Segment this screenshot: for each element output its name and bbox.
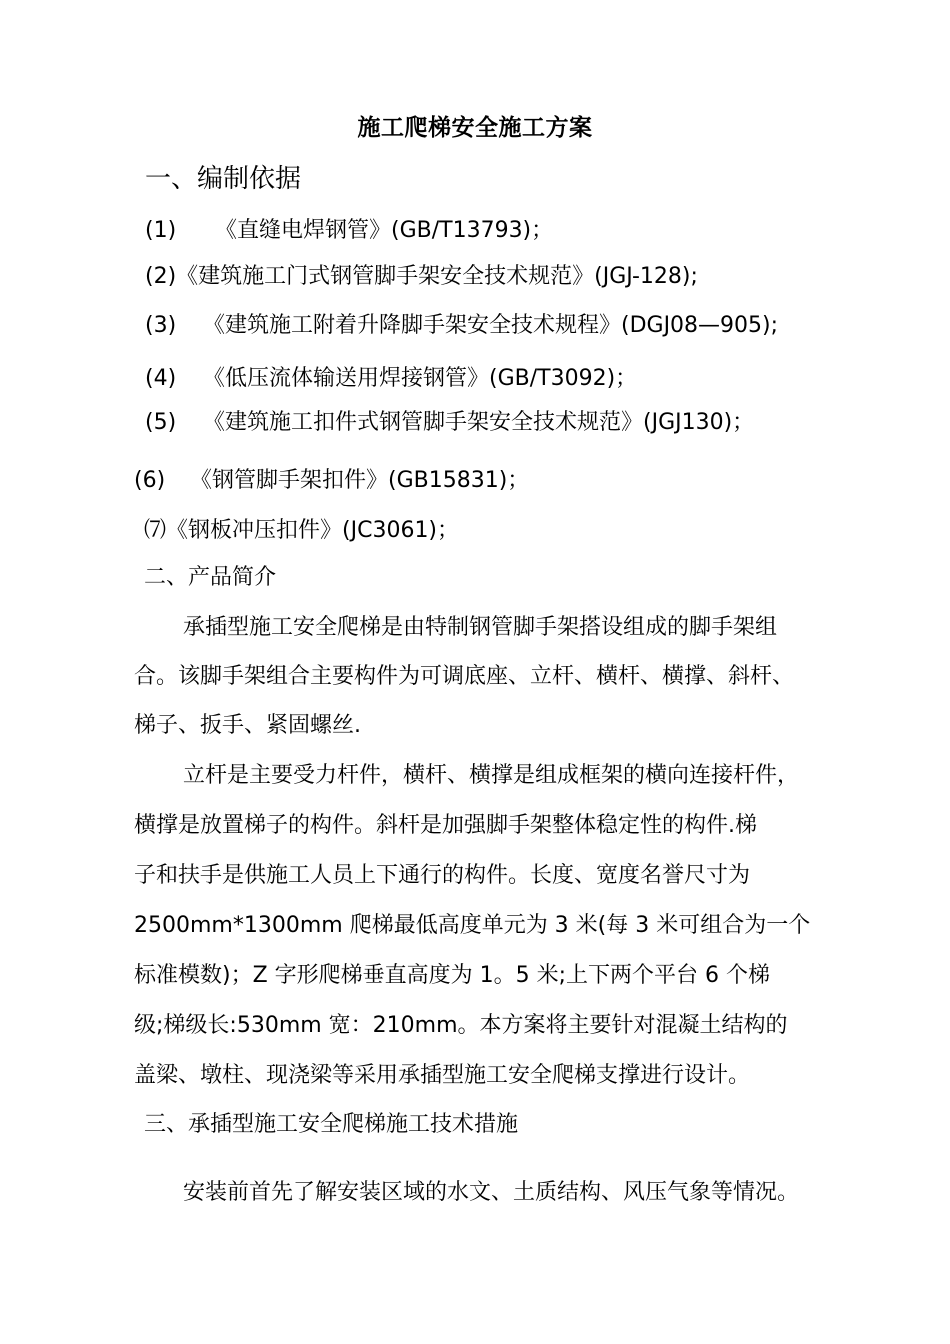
- reference-item: [134, 466, 529, 496]
- paragraph-line: 横撑是放置梯子的构件。斜杆是加强脚手架整体稳定性的构件.梯: [134, 813, 757, 838]
- reference-number: ⑺: [144, 518, 167, 543]
- reference-text: 《建筑施工扣件式钢管脚手架安全技术规范》(JGJ130)；: [203, 410, 755, 435]
- reference-number: (2): [145, 264, 177, 289]
- paragraph-line: 2500mm*1300mm 爬梯最低高度单元为 3 米(每 3 米可组合为一个: [134, 913, 811, 938]
- reference-number: (4): [145, 366, 177, 391]
- document-title: 施工爬梯安全施工方案: [357, 115, 593, 141]
- reference-item: [144, 516, 459, 546]
- reference-item: [145, 262, 698, 292]
- reference-text: 《建筑施工门式钢管脚手架安全技术规范》(JGJ-128);: [176, 264, 698, 289]
- reference-text: 《钢板冲压扣件》(JC3061)；: [166, 518, 460, 543]
- paragraph-line: 安装前首先了解安装区域的水文、土质结构、风压气象等情况。: [183, 1180, 800, 1205]
- paragraph-line: 级;梯级长:530mm 宽：210mm。本方案将主要针对混凝土结构的: [134, 1013, 788, 1038]
- paragraph-line: 梯子、扳手、紧固螺丝.: [134, 713, 361, 738]
- paragraph-line: 盖梁、墩柱、现浇梁等采用承插型施工安全爬梯支撑进行设计。: [134, 1063, 751, 1088]
- paragraph-line: 标准模数)；Z 字形爬梯垂直高度为 1。5 米;上下两个平台 6 个梯: [134, 963, 771, 988]
- reference-item: [145, 216, 553, 246]
- reference-text: 《直缝电焊钢管》(GB/T13793)；: [215, 218, 554, 243]
- paragraph-line: 子和扶手是供施工人员上下通行的构件。长度、宽度名誉尺寸为: [134, 863, 751, 888]
- reference-number: (5): [145, 410, 177, 435]
- paragraph-line: 合。该脚手架组合主要构件为可调底座、立杆、横杆、横撑、斜杆、: [134, 664, 795, 689]
- section-heading-basis: 一、编制依据: [145, 164, 302, 194]
- reference-item: [145, 311, 778, 341]
- reference-item: [145, 408, 754, 438]
- reference-number: (6): [134, 468, 166, 493]
- paragraph-line: 承插型施工安全爬梯是由特制钢管脚手架搭设组成的脚手架组: [183, 615, 778, 640]
- reference-item: [145, 364, 637, 394]
- section-heading-measures: 三、承插型施工安全爬梯施工技术措施: [144, 1112, 519, 1137]
- reference-number: (3): [145, 313, 177, 338]
- reference-text: 《钢管脚手架扣件》(GB15831)；: [190, 468, 530, 493]
- paragraph-line: 立杆是主要受力杆件，横杆、横撑是组成框架的横向连接杆件，: [183, 763, 800, 788]
- section-heading-product: 二、产品简介: [144, 565, 277, 590]
- reference-text: 《低压流体输送用焊接钢管》(GB/T3092)；: [203, 366, 638, 391]
- reference-number: (1): [145, 218, 177, 243]
- reference-text: 《建筑施工附着升降脚手架安全技术规程》(DGJ08—905);: [203, 313, 779, 338]
